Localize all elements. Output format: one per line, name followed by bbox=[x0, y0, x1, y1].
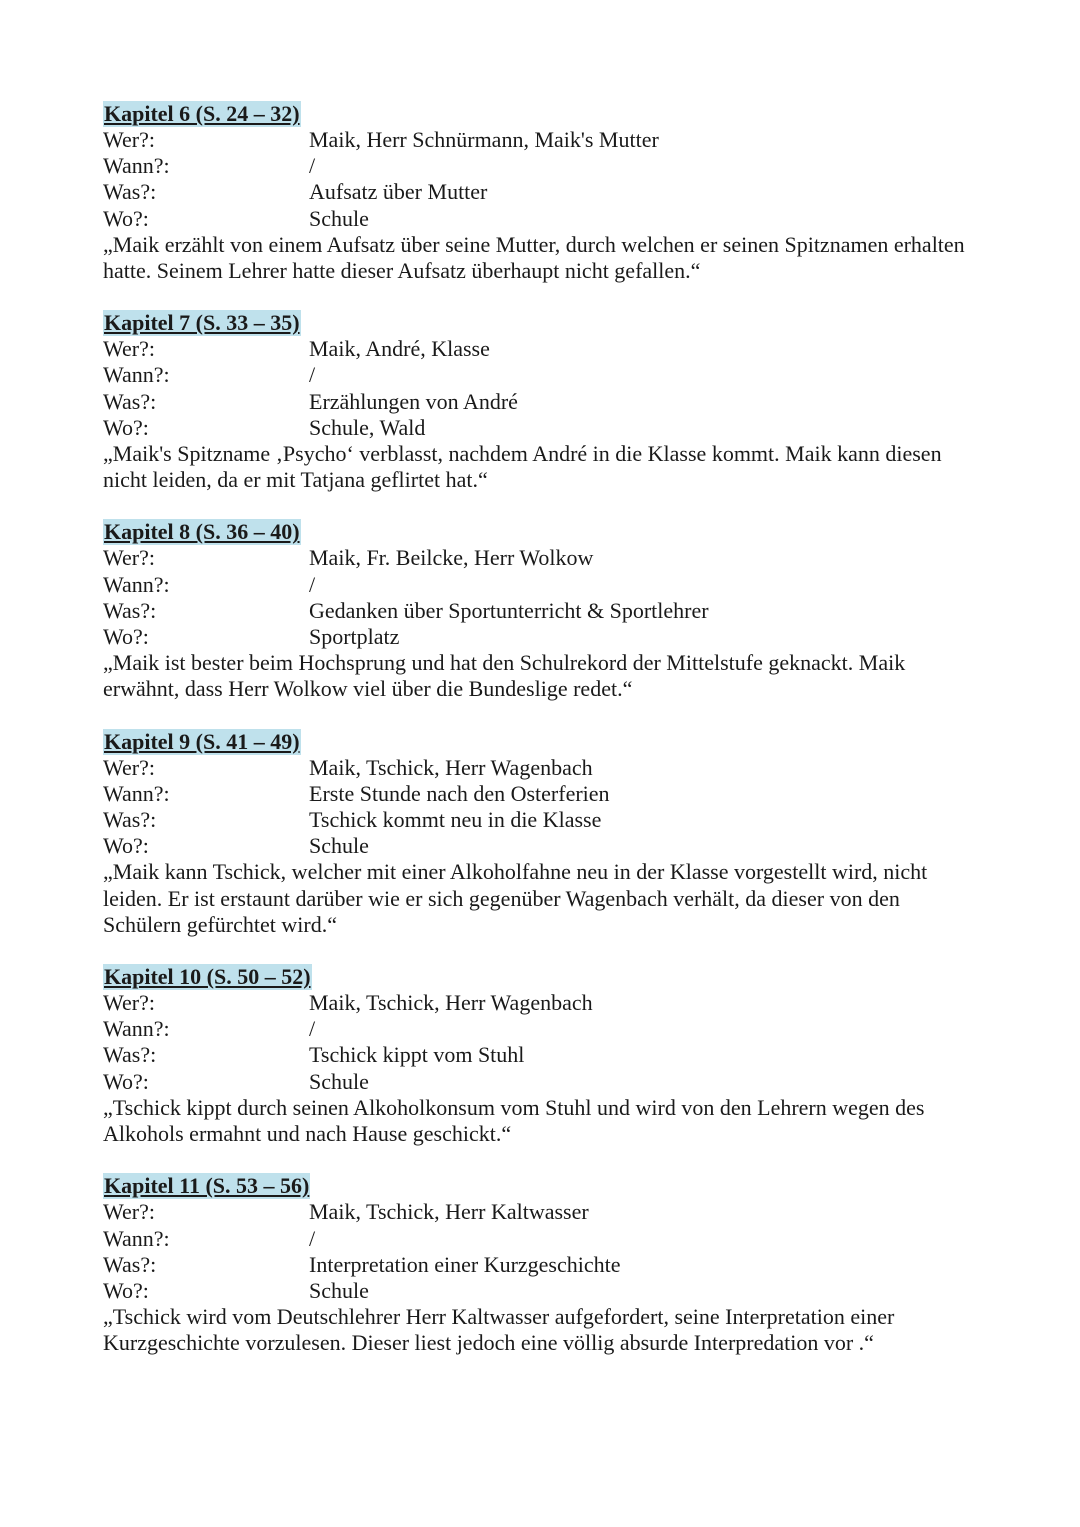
field-value: Gedanken über Sportunterricht & Sportlehrer bbox=[309, 597, 709, 623]
field-value: Maik, Tschick, Herr Kaltwasser bbox=[309, 1199, 589, 1225]
chapter-summary: „Maik ist bester beim Hochsprung und hat den Schulrekord der Mittelstufe geknackt. Maik erwähnt, dass Herr Wolkow viel über die Bundesligе redet.“ bbox=[103, 650, 906, 702]
field-was bbox=[103, 1042, 1003, 1068]
field-label: Was?: bbox=[103, 179, 157, 205]
field-wer bbox=[103, 545, 1003, 571]
field-label: Was?: bbox=[103, 1042, 157, 1068]
field-wer bbox=[103, 127, 1003, 153]
chapter-summary: „Tschick wird vom Deutschlehrer Herr Kaltwasser aufgefordert, seine Interpretation einer Kurzgeschichte vorzulesen. Dieser liest jedoch eine völlig absurde Interpredation vor .“ bbox=[103, 1304, 895, 1356]
field-value: Schule bbox=[309, 1277, 369, 1303]
field-wann bbox=[103, 1016, 1003, 1042]
field-value: Aufsatz über Mutter bbox=[309, 179, 488, 205]
field-value: Maik, André, Klasse bbox=[309, 336, 490, 362]
field-label: Wer?: bbox=[103, 1199, 155, 1225]
chapter-title: Kapitel 7 (S. 33 – 35) bbox=[104, 310, 300, 336]
field-label: Wer?: bbox=[103, 990, 155, 1016]
field-wer bbox=[103, 1199, 1003, 1225]
field-was bbox=[103, 1252, 1003, 1278]
field-label: Wo?: bbox=[103, 1068, 149, 1094]
field-wo bbox=[103, 415, 1003, 441]
chapter-summary: „Maik erzählt von einem Aufsatz über seine Mutter, durch welchen er seinen Spitznamen erhalten hatte. Seinem Lehrer hatte dieser Aufsatz überhaupt nicht gefallen.“ bbox=[103, 231, 965, 284]
field-label: Wer?: bbox=[103, 754, 155, 780]
field-value: Maik, Herr Schnürmann, Maik's Mutter bbox=[309, 127, 659, 152]
chapter-9 bbox=[103, 729, 1003, 938]
field-wann bbox=[103, 781, 1003, 807]
field-label: Was?: bbox=[103, 388, 157, 414]
field-label: Was?: bbox=[103, 597, 157, 623]
field-value: Tschick kippt vom Stuhl bbox=[309, 1042, 525, 1068]
field-wo bbox=[103, 206, 1003, 232]
field-value: / bbox=[309, 571, 316, 597]
field-was bbox=[103, 598, 1003, 624]
field-label: Wann?: bbox=[103, 780, 170, 806]
field-value: Maik, Tschick, Herr Wagenbach bbox=[309, 754, 593, 780]
chapter-summary: „Tschick kippt durch seinen Alkoholkonsum vom Stuhl und wird von den Lehrern wegen des Alkohols ermahnt und nach Hause geschickt.“ bbox=[103, 1094, 925, 1147]
field-label: Wann?: bbox=[103, 153, 170, 179]
field-value: Interpretation einer Kurzgeschichte bbox=[309, 1251, 621, 1277]
field-wann bbox=[103, 362, 1003, 388]
chapter-title: Kapitel 6 (S. 24 – 32) bbox=[104, 101, 300, 126]
field-wer bbox=[103, 336, 1003, 362]
chapter-8 bbox=[103, 519, 1003, 702]
field-label: Wo?: bbox=[103, 624, 149, 650]
document-page bbox=[103, 101, 1003, 1357]
field-label: Wo?: bbox=[103, 833, 149, 859]
field-was bbox=[103, 807, 1003, 833]
chapter-summary: „Maik's Spitzname ‚Psycho‘ verblasst, nachdem André in die Klasse kommt. Maik kann diesen nicht leiden, da er mit Tatjana geflirtet hat.“ bbox=[103, 441, 942, 493]
field-value: / bbox=[309, 153, 316, 179]
field-label: Wann?: bbox=[103, 1016, 170, 1042]
chapter-title: Kapitel 9 (S. 41 – 49) bbox=[104, 728, 300, 754]
field-value: Sportplatz bbox=[309, 624, 400, 650]
field-value: Maik, Tschick, Herr Wagenbach bbox=[309, 990, 593, 1016]
field-value: Erzählungen von André bbox=[309, 388, 518, 414]
field-value: Schule bbox=[309, 205, 369, 231]
field-value: Schule, Wald bbox=[309, 414, 426, 440]
field-value: Tschick kommt neu in die Klasse bbox=[309, 807, 602, 833]
field-wo bbox=[103, 1069, 1003, 1095]
chapter-summary: „Maik kann Tschick, welcher mit einer Alkoholfahne neu in der Klasse vorgestellt wird, nicht leiden. Er ist erstaunt darüber wie er sich gegenüber Wagenbach verhält, da dieser von den Schülern gefürchtet wird.“ bbox=[103, 859, 928, 937]
field-wo bbox=[103, 1278, 1003, 1304]
field-label: Wann?: bbox=[103, 362, 170, 388]
field-wann bbox=[103, 572, 1003, 598]
field-wer bbox=[103, 755, 1003, 781]
field-label: Wann?: bbox=[103, 571, 170, 597]
chapter-11 bbox=[103, 1173, 1003, 1356]
chapter-7 bbox=[103, 310, 1003, 493]
field-label: Wer?: bbox=[103, 127, 155, 152]
field-label: Wo?: bbox=[103, 414, 149, 440]
field-value: / bbox=[309, 1225, 316, 1251]
field-wer bbox=[103, 990, 1003, 1016]
field-label: Was?: bbox=[103, 1251, 157, 1277]
field-label: Was?: bbox=[103, 807, 157, 833]
chapter-6 bbox=[103, 101, 1003, 284]
field-value: Schule bbox=[309, 833, 369, 859]
field-wo bbox=[103, 833, 1003, 859]
field-label: Wann?: bbox=[103, 1225, 170, 1251]
chapter-title: Kapitel 10 (S. 50 – 52) bbox=[104, 964, 311, 990]
field-value: / bbox=[309, 1016, 316, 1042]
field-wann bbox=[103, 153, 1003, 179]
field-label: Wo?: bbox=[103, 205, 149, 231]
chapter-10 bbox=[103, 964, 1003, 1147]
field-label: Wo?: bbox=[103, 1277, 149, 1303]
field-value: Maik, Fr. Beilcke, Herr Wolkow bbox=[309, 545, 594, 571]
chapter-title: Kapitel 11 (S. 53 – 56) bbox=[104, 1173, 310, 1199]
field-was bbox=[103, 179, 1003, 205]
field-label: Wer?: bbox=[103, 336, 155, 362]
field-label: Wer?: bbox=[103, 545, 155, 571]
chapter-title: Kapitel 8 (S. 36 – 40) bbox=[104, 519, 300, 545]
field-value: / bbox=[309, 362, 316, 388]
field-was bbox=[103, 389, 1003, 415]
field-value: Erste Stunde nach den Osterferien bbox=[309, 780, 610, 806]
field-wann bbox=[103, 1226, 1003, 1252]
field-wo bbox=[103, 624, 1003, 650]
field-value: Schule bbox=[309, 1068, 369, 1094]
